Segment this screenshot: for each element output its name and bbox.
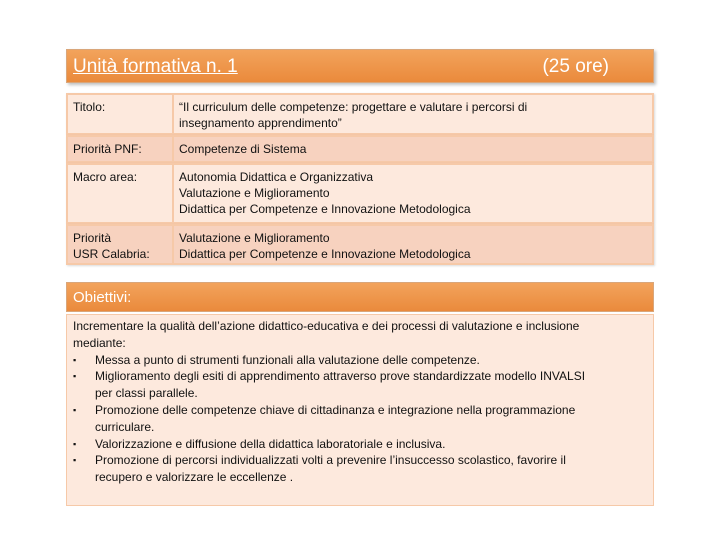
row-label: Macro area: <box>73 170 138 184</box>
bullet-icon: ▪ <box>73 438 77 449</box>
row-divider <box>172 135 174 163</box>
unit-hours: (25 ore) <box>542 56 609 77</box>
bullet-icon: ▪ <box>73 455 77 466</box>
row-divider <box>172 93 174 135</box>
obiettivi-header <box>66 282 654 312</box>
item-line: per classi parallele. <box>95 386 198 401</box>
item-line: recupero e valorizzare le eccellenze . <box>95 470 294 485</box>
item-line: Miglioramento degli esiti di apprendimento attraverso prove standardizzate modello INVALSI <box>95 369 586 384</box>
item-line: Promozione di percorsi individualizzati volti a prevenire l’insuccesso scolastico, favorire il <box>95 453 566 468</box>
item-line: Valorizzazione e diffusione della didattica laboratoriale e inclusiva. <box>95 436 446 451</box>
bullet-icon: ▪ <box>73 371 77 382</box>
row-priorita-pnf <box>66 135 654 163</box>
value-line: Autonomia Didattica e Organizzativa <box>179 170 374 184</box>
row-label: Titolo: <box>73 100 106 114</box>
unit-title: Unità formativa n. 1 <box>73 56 238 77</box>
value-line: Didattica per Competenze e Innovazione Metodologica <box>179 247 471 261</box>
label-line: Priorità <box>73 231 112 245</box>
value-line: Competenze di Sistema <box>179 142 307 156</box>
obiettivi-content <box>66 314 654 506</box>
row-titolo <box>66 93 654 135</box>
row-divider <box>172 163 174 224</box>
obiettivi-heading: Obiettivi: <box>73 289 132 306</box>
list-item <box>73 402 647 436</box>
value-line: Didattica per Competenze e Innovazione Metodologica <box>179 202 471 216</box>
label-line: USR Calabria: <box>73 247 150 261</box>
list-item <box>73 436 647 453</box>
row-priorita-usr <box>66 224 654 265</box>
row-label <box>73 230 168 262</box>
item-line: Messa a punto di strumenti funzionali alla valutazione delle competenze. <box>95 352 480 367</box>
value-line: “Il curriculum delle competenze: progettare e valutare i percorsi di <box>179 100 528 114</box>
value-line: Valutazione e Miglioramento <box>179 186 330 200</box>
item-line: Promozione delle competenze chiave di cittadinanza e integrazione nella programmazione <box>95 402 576 417</box>
list-item <box>73 452 647 486</box>
unit-header <box>66 49 654 83</box>
bullet-icon: ▪ <box>73 404 77 415</box>
row-label: Priorità PNF: <box>73 142 142 156</box>
value-line: Valutazione e Miglioramento <box>179 231 330 245</box>
value-line: insegnamento apprendimento” <box>179 116 342 130</box>
intro-line: mediante: <box>73 335 126 350</box>
row-value <box>179 99 649 131</box>
row-value <box>179 230 649 262</box>
row-divider <box>172 224 174 265</box>
row-value <box>179 141 649 157</box>
item-line: curriculare. <box>95 419 155 434</box>
row-macro-area <box>66 163 654 224</box>
bullet-icon: ▪ <box>73 354 77 365</box>
intro-line: Incrementare la qualità dell’azione didattico-educativa e dei processi di valutazione e inclusione <box>73 319 580 333</box>
row-value <box>179 169 649 217</box>
list-item <box>73 352 647 369</box>
obiettivi-list <box>73 352 647 486</box>
list-item <box>73 368 647 402</box>
